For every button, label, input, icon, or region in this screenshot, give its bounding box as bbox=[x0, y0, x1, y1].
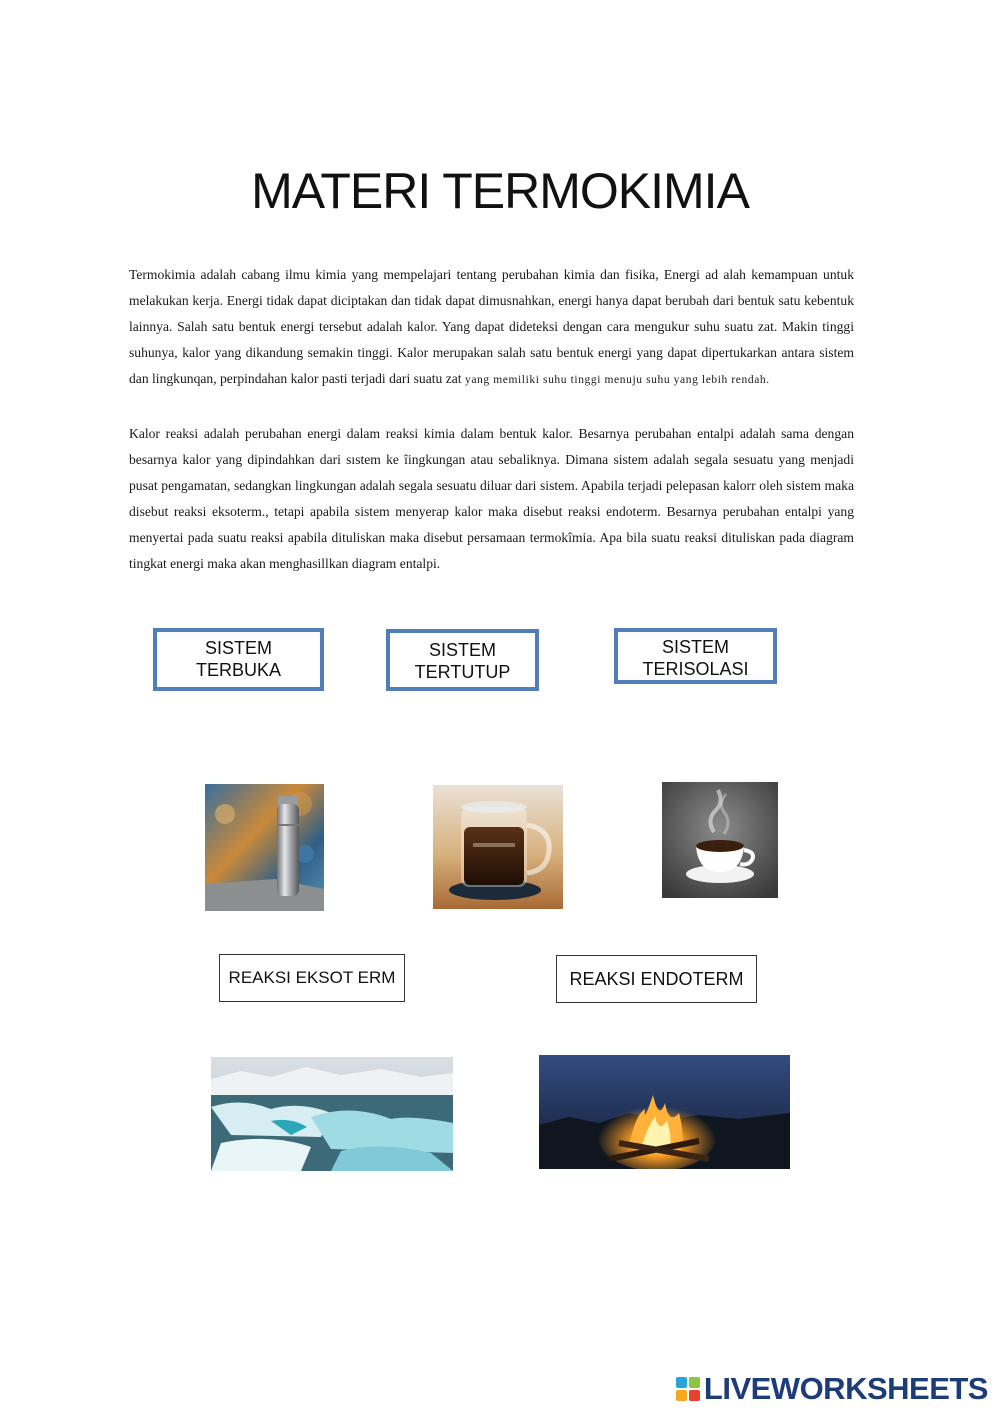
box-sistem-terisolasi[interactable] bbox=[614, 628, 777, 684]
box-sistem-terbuka-line2: TERBUKA bbox=[195, 660, 282, 680]
box-reaksi-eksoterm[interactable]: REAKSI EKSOT ERM bbox=[219, 954, 405, 1002]
box-reaksi-endoterm[interactable]: REAKSI ENDOTERM bbox=[556, 955, 757, 1003]
liveworksheets-logo[interactable] bbox=[676, 1371, 988, 1406]
box-sistem-tertutup-line1: SISTEM bbox=[428, 640, 496, 660]
paragraph-termokimia bbox=[129, 262, 854, 394]
campfire-image[interactable] bbox=[539, 1055, 790, 1169]
glass-mug-image[interactable] bbox=[433, 785, 563, 909]
brand-name: LIVEWORKSHEETS bbox=[703, 1371, 988, 1406]
box-sistem-terbuka-line1: SISTEM bbox=[204, 638, 272, 658]
page-title: MATERI TERMOKIMIA bbox=[251, 163, 749, 219]
box-sistem-tertutup-line2: TERTUTUP bbox=[414, 662, 511, 682]
paragraph-termokimia-tail: yang memiliki suhu tinggi menuju suhu yang lebih rendah. bbox=[464, 373, 770, 386]
paragraph-termokimia-main: Termokimia adalah cabang ilmu kimia yang mempelajari tentang perubahan kimia dan fisika, Energi ad alah kemampuan untuk melakukan kerja. Energi tidak dapat diciptakan dan tidak dapat dimusnahkan, energi hanya dapat berubah dari bentuk satu kebentuk lainnya. Salah satu bentuk energi tersebut adalah kalor. Yang dapat dideteksi dengan cara mengukur suhu suatu zat. Makin tinggi suhunya, kalor yang dikandung semakin tinggi. Kalor merupakan salah satu bentuk energi yang dapat dipertukarkan antara sistem dan lingkunqan, perpindahan kalor pasti terjadi dari suatu zat bbox=[129, 267, 854, 386]
coffee-cup-image[interactable] bbox=[662, 782, 778, 898]
logo-grid-icon bbox=[676, 1377, 700, 1401]
iceberg-image[interactable] bbox=[211, 1057, 453, 1171]
box-sistem-terisolasi-line1: SISTEM bbox=[661, 637, 729, 657]
box-sistem-terisolasi-line2: TERISOLASI bbox=[642, 659, 749, 679]
thermos-image[interactable] bbox=[205, 784, 324, 911]
box-sistem-tertutup[interactable] bbox=[386, 629, 539, 691]
paragraph-kalor-reaksi: Kalor reaksi adalah perubahan energi dalam reaksi kimia dalam bentuk kalor. Besarnya perubahan entalpi adalah sama dengan besarnya kalor yang dipindahkan dari sıstem ke îingkungan atau sebaliknya. Dimana sistem adalah segala sesuatu yang menjadi pusat pengamatan, sedangkan lingkungan adalah segala sesuatu diluar dari sistem. Apabila terjadi pelepasan kalorr oleh sistem maka disebut reaksi eksoterm., tetapi apabila sistem menyerap kalor maka disebut reaksi endoterm. Besarnya perubahan entalpi yang menyertai pada suatu reaksi apabila dituliskan maka disebut persamaan termokîmia. Apa bila suatu reaksi dituliskan pada diagram tingkat energi maka akan menghasillkan diagram entalpi. bbox=[129, 426, 854, 571]
box-sistem-terbuka[interactable] bbox=[153, 628, 324, 691]
